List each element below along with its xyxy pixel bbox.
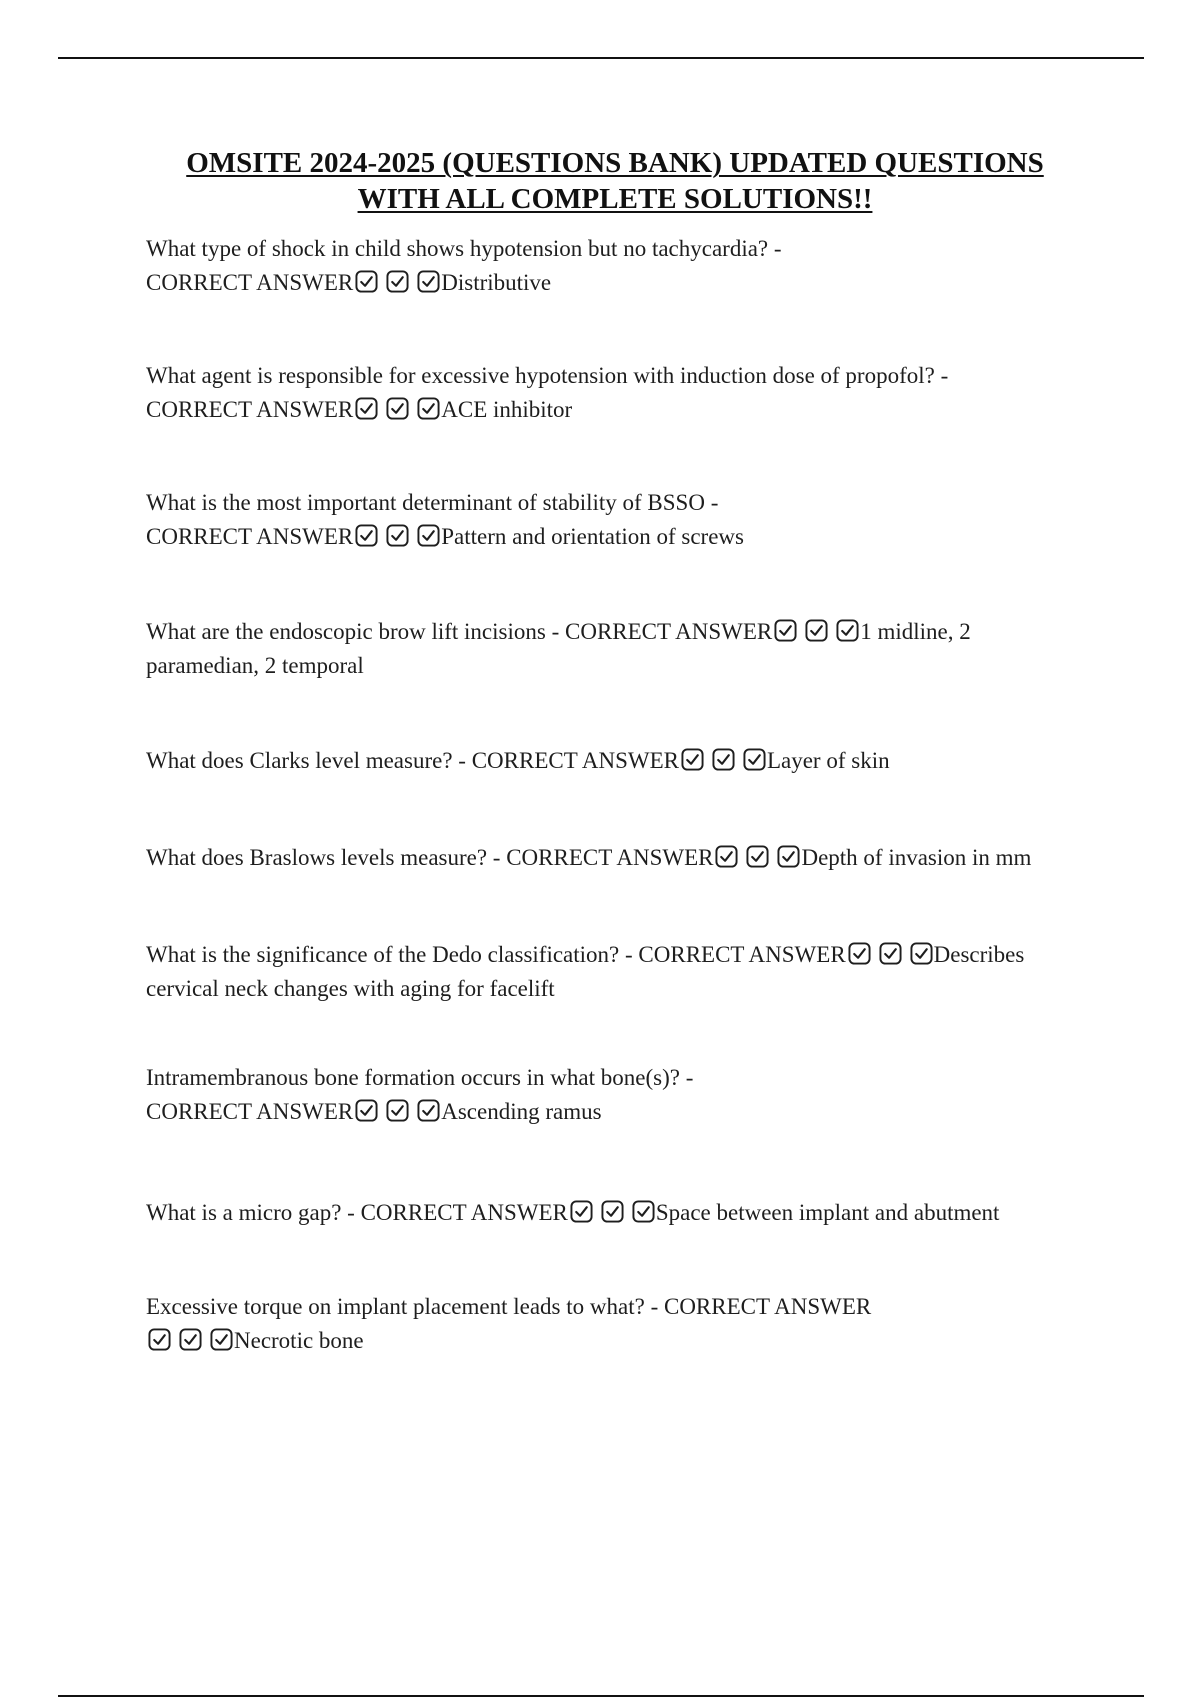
check-icons	[355, 397, 440, 420]
checked-box-icon	[777, 845, 800, 868]
question-text: What is a micro gap? -	[146, 1200, 361, 1225]
checked-box-icon	[910, 942, 933, 965]
checked-box-icon	[355, 397, 378, 420]
qa-item	[146, 232, 956, 300]
qa-item	[146, 744, 1046, 778]
correct-answer-label: CORRECT ANSWER	[506, 845, 714, 870]
answer-text: Necrotic bone	[234, 1328, 364, 1353]
question-text: What does Clarks level measure? -	[146, 748, 472, 773]
check-icons	[355, 1099, 440, 1122]
correct-answer-label: CORRECT ANSWER	[146, 270, 354, 295]
qa-item	[146, 359, 1046, 427]
answer-text: Ascending ramus	[441, 1099, 602, 1124]
checked-box-icon	[836, 619, 859, 642]
answer-text: Distributive	[441, 270, 552, 295]
question-text: What is the significance of the Dedo classification? -	[146, 942, 639, 967]
top-rule	[58, 57, 1144, 59]
answer-text: Layer of skin	[766, 748, 890, 773]
correct-answer-label: CORRECT ANSWER	[146, 524, 354, 549]
answer-text: Describes cervical neck changes with aging for facelift	[146, 942, 1025, 1001]
correct-answer-label: CORRECT ANSWER	[663, 1294, 872, 1319]
question-text: What are the endoscopic brow lift incisions -	[146, 619, 565, 644]
bottom-rule	[58, 1695, 1144, 1697]
check-icons	[681, 748, 766, 771]
checked-box-icon	[805, 619, 828, 642]
title-line-1: OMSITE 2024-2025 (QUESTIONS BANK) UPDATED QUESTIONS	[186, 147, 1044, 179]
check-icons	[570, 1200, 655, 1223]
checked-box-icon	[386, 270, 409, 293]
qa-item	[146, 938, 1096, 1006]
checked-box-icon	[386, 524, 409, 547]
check-icons	[355, 524, 440, 547]
answer-text: ACE inhibitor	[441, 397, 573, 422]
question-text: What agent is responsible for excessive hypotension with induction dose of propofol? -	[146, 363, 949, 388]
check-icons	[355, 270, 440, 293]
correct-answer-label: CORRECT ANSWER	[471, 748, 679, 773]
checked-box-icon	[746, 845, 769, 868]
checked-box-icon	[681, 748, 704, 771]
answer-text: Pattern and orientation of screws	[441, 524, 744, 549]
qa-item	[146, 486, 906, 554]
checked-box-icon	[848, 942, 871, 965]
answer-text: Depth of invasion in mm	[801, 845, 1032, 870]
question-text: What does Braslows levels measure? -	[146, 845, 507, 870]
question-text: Excessive torque on implant placement leads to what? -	[146, 1294, 664, 1319]
title-line-2: WITH ALL COMPLETE SOLUTIONS!!	[357, 183, 873, 215]
checked-box-icon	[148, 1328, 171, 1351]
checked-box-icon	[417, 1099, 440, 1122]
question-text: What type of shock in child shows hypotension but no tachycardia? -	[146, 236, 782, 261]
checked-box-icon	[712, 748, 735, 771]
check-icons	[148, 1328, 233, 1351]
checked-box-icon	[417, 524, 440, 547]
question-text: Intramembranous bone formation occurs in what bone(s)? -	[146, 1065, 694, 1090]
checked-box-icon	[774, 619, 797, 642]
checked-box-icon	[386, 1099, 409, 1122]
checked-box-icon	[179, 1328, 202, 1351]
correct-answer-label: CORRECT ANSWER	[146, 397, 354, 422]
checked-box-icon	[386, 397, 409, 420]
qa-item	[146, 841, 1096, 875]
checked-box-icon	[417, 270, 440, 293]
checked-box-icon	[417, 397, 440, 420]
document-title	[110, 145, 1120, 217]
correct-answer-label: CORRECT ANSWER	[565, 619, 773, 644]
qa-item	[146, 1196, 1096, 1230]
checked-box-icon	[355, 270, 378, 293]
answer-text: 1 midline, 2 paramedian, 2 temporal	[146, 619, 971, 678]
qa-item	[146, 615, 1046, 683]
checked-box-icon	[210, 1328, 233, 1351]
checked-box-icon	[743, 748, 766, 771]
check-icons	[848, 942, 933, 965]
check-icons	[774, 619, 859, 642]
checked-box-icon	[632, 1200, 655, 1223]
qa-item	[146, 1061, 906, 1129]
qa-item	[146, 1290, 896, 1358]
checked-box-icon	[355, 524, 378, 547]
checked-box-icon	[570, 1200, 593, 1223]
correct-answer-label: CORRECT ANSWER	[360, 1200, 568, 1225]
checked-box-icon	[355, 1099, 378, 1122]
checked-box-icon	[601, 1200, 624, 1223]
checked-box-icon	[879, 942, 902, 965]
answer-text: Space between implant and abutment	[655, 1200, 1000, 1225]
correct-answer-label: CORRECT ANSWER	[638, 942, 846, 967]
correct-answer-label: CORRECT ANSWER	[146, 1099, 354, 1124]
checked-box-icon	[715, 845, 738, 868]
check-icons	[715, 845, 800, 868]
question-text: What is the most important determinant of stability of BSSO -	[146, 490, 719, 515]
